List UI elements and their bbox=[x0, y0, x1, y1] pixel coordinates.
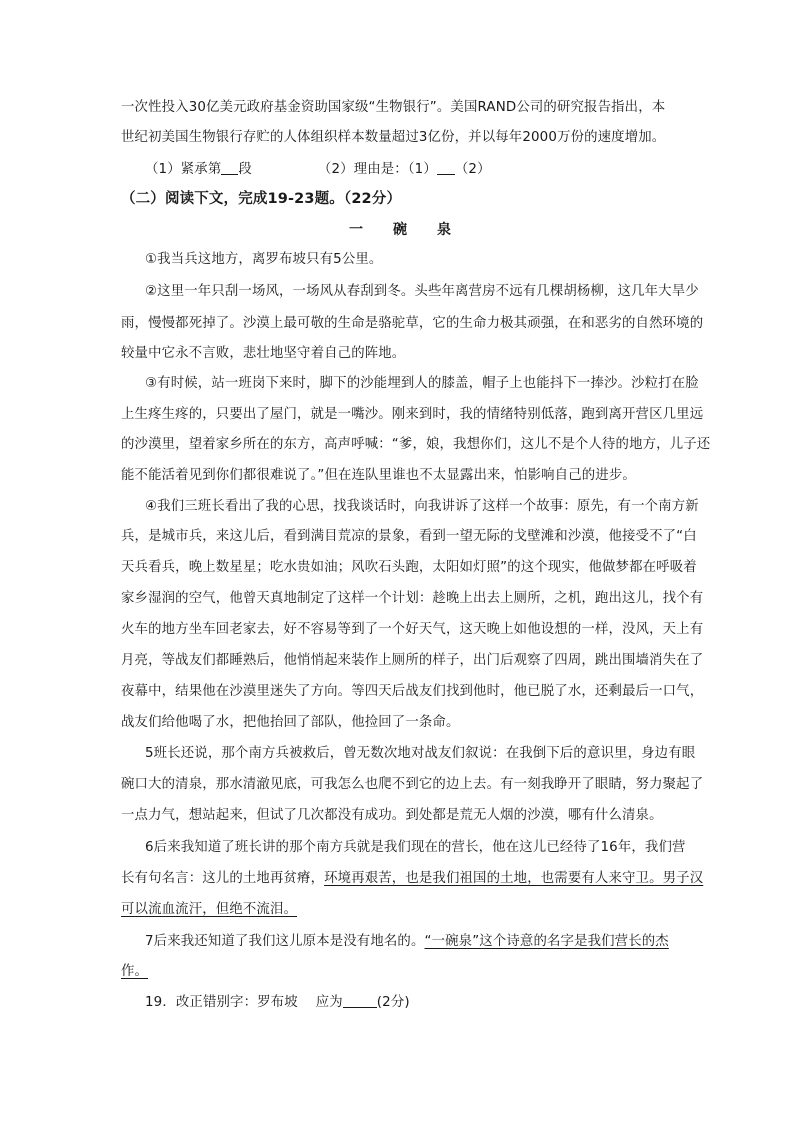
title-char-2: 碗 bbox=[393, 222, 407, 238]
paragraph-6-underlined-quote: 环境再艰苦，也是我们祖国的土地，也需要有人来守卫。男子汉 bbox=[324, 871, 704, 886]
title-char-3: 泉 bbox=[437, 222, 451, 238]
paragraph-4-line-2: 兵，是城市兵，来这儿后，看到满目荒凉的景象，看到一望无际的戈壁滩和沙漠，他接受不了“白 bbox=[121, 529, 697, 544]
paragraph-7-line-1-plain: 7后来我还知道了我们这儿原本是没有地名的。 bbox=[145, 934, 425, 949]
q19-points: (2分) bbox=[376, 995, 410, 1010]
paragraph-4-line-1: ④我们三班长看出了我的心思，找我谈话时，向我讲诉了这样一个故事：原先，有一个南方新 bbox=[145, 499, 699, 514]
paragraph-4-line-7: 夜幕中，结果他在沙漠里迷失了方向。等四天后战友们找到他时，他已脱了水，还剩最后一口气， bbox=[121, 684, 704, 699]
paragraph-7-line-2: 作。 bbox=[121, 964, 149, 979]
q18-blank-paragraph[interactable] bbox=[221, 160, 238, 175]
paragraph-4-line-8: 战友们给他喝了水，把他抬回了部队，他捡回了一条命。 bbox=[121, 715, 460, 730]
paragraph-5-line-1: 5班长还说，那个南方兵被救后，曾无数次地对战友们叙说：在我倒下后的意识里，身边有眼 bbox=[145, 746, 696, 761]
intro-line-2: 世纪初美国生物银行存贮的人体组织样本数量超过3亿份，并以每年2000万份的速度增加。 bbox=[121, 130, 666, 145]
paragraph-4-line-4: 家乡湿润的空气，他曾天真地制定了这样一个计划：趁晚上出去上厕所，之机，跑出这儿，找个有 bbox=[121, 591, 704, 606]
title-char-1: 一 bbox=[349, 222, 363, 238]
paragraph-3-line-1: ③有时候，站一班岗下来时，脚下的沙能埋到人的膝盖，帽子上也能抖下一捧沙。沙粒打在脸 bbox=[145, 376, 699, 391]
paragraph-4-line-3: 天兵看兵，晚上数星星；吃水贵如油；风吹石头跑，太阳如灯照”的这个现实，他做梦都在呼吸着 bbox=[121, 560, 697, 575]
intro-line-1: 一次性投入30亿美元政府基金资助国家级“生物银行”。美国RAND公司的研究报告指出，本 bbox=[121, 100, 666, 115]
paragraph-3-line-4: 能不能活着见到你们都很难说了。”但在连队里谁也不太显露出来，怕影响自己的进步。 bbox=[121, 468, 636, 483]
paragraph-4-line-5: 火车的地方坐车回老家去，好不容易等到了一个好天气，这天晚上如他设想的一样，没风，天上有 bbox=[121, 622, 704, 637]
q18-part2-end: （2） bbox=[454, 162, 491, 177]
paragraph-2-line-1: ②这里一年只刮一场风，一场风从春刮到冬。头些年离营房不远有几棵胡杨柳，这几年大旱少 bbox=[145, 284, 699, 299]
paragraph-6-line-2 bbox=[121, 869, 703, 889]
q18-part1: （1）紧承第 bbox=[145, 162, 222, 177]
paragraph-4-line-6: 月亮，等战友们都睡熟后，他悄悄起来装作上厕所的样子，出门后观察了四周，跳出围墙消失在了 bbox=[121, 653, 704, 668]
paragraph-3-line-3: 的沙漠里，望着家乡所在的东方，高声呼喊：“爹，娘，我想你们，这儿不是个人待的地方，儿子还 bbox=[121, 437, 711, 452]
paragraph-5-line-2: 碗口大的清泉，那水清澈见底，可我怎么也爬不到它的边上去。有一刻我睁开了眼睛，努力聚起了 bbox=[121, 777, 704, 792]
paragraph-5-line-3: 一点力气，想站起来，但试了几次都没有成功。到处都是荒无人烟的沙漠，哪有什么清泉。 bbox=[121, 808, 663, 823]
paragraph-3-line-2: 上生疼生疼的，只要出了屋门，就是一嘴沙。刚来到时，我的情绪特别低落，跑到离开营区几里远 bbox=[121, 407, 704, 422]
q18-part1-end: 段 bbox=[238, 162, 252, 177]
section-heading: （二）阅读下文，完成19-23题。（22分） bbox=[121, 191, 402, 207]
q19-answer-blank[interactable] bbox=[343, 993, 377, 1008]
story-title bbox=[0, 220, 800, 240]
paragraph-6-line-3: 可以流血流汗，但绝不流泪。 bbox=[121, 902, 298, 917]
paragraph-2-line-2: 雨，慢慢都死掉了。沙漠上最可敬的生命是骆驼草，它的生命力极其顽强，在和恶劣的自然环境的 bbox=[121, 316, 704, 331]
q18-blank-reason-1[interactable] bbox=[437, 160, 455, 175]
paragraph-7-line-1 bbox=[145, 932, 669, 952]
paragraph-1: ①我当兵这地方，离罗布坡只有5公里。 bbox=[145, 252, 383, 267]
paragraph-6-line-2-plain: 长有句名言：这儿的土地再贫瘠， bbox=[121, 871, 325, 886]
question-19 bbox=[145, 993, 410, 1013]
q18-part2: （2）理由是：（1） bbox=[317, 162, 437, 177]
paragraph-6-line-1: 6后来我知道了班长讲的那个南方兵就是我们现在的营长，他在这儿已经待了16年，我们营 bbox=[145, 840, 686, 855]
paragraph-2-line-3: 较量中它永不言败，悲壮地坚守着自己的阵地。 bbox=[121, 346, 406, 361]
q19-text: 19．改正错别字：罗布坡 应为 bbox=[145, 995, 343, 1010]
paragraph-7-underlined-sentence: “一碗泉”这个诗意的名字是我们营长的杰 bbox=[424, 934, 669, 949]
question-18-line bbox=[145, 160, 491, 180]
